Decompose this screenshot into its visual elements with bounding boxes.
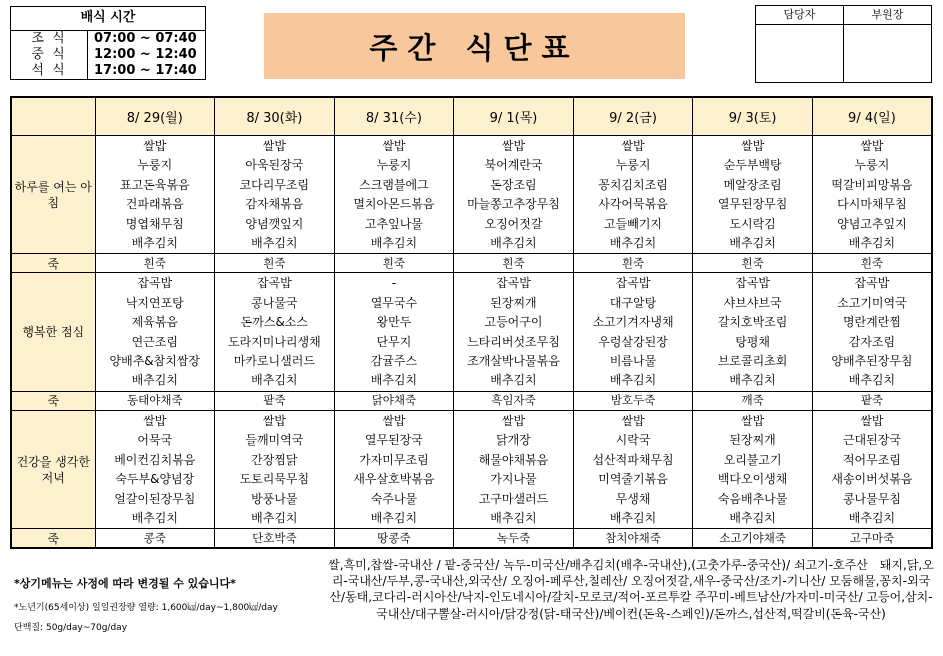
menu-item: 잡곡밥	[615, 276, 651, 291]
menu-item: 간장찜닭	[251, 452, 298, 467]
day-header-row	[11, 97, 932, 136]
dinner-menu-cell	[95, 410, 215, 528]
menu-item: 비름나물	[609, 354, 657, 369]
day-header: 8/ 30(화)	[215, 97, 335, 136]
menu-item: -	[391, 276, 397, 291]
menu-item: 소고기겨자냉채	[592, 315, 674, 330]
menu-item: 근대된장국	[842, 433, 901, 448]
porridge-cell: 흰죽	[454, 254, 574, 273]
dinner-menu-cell	[215, 410, 335, 528]
lunch-porridge-row	[11, 391, 932, 410]
energy-recommendation: *노년기(65세이상) 일일권장량 열량: 1,600㎉/day~1,800㎉/day	[14, 603, 278, 613]
menu-item: 사각어묵볶음	[598, 197, 668, 212]
porridge-cell: 흰죽	[215, 254, 335, 273]
page-title: 주간 식단표	[264, 13, 685, 79]
menu-item: 새우살호박볶음	[353, 472, 435, 487]
menu-item: 명란계란찜	[842, 315, 901, 330]
menu-item: 누룽지	[854, 158, 890, 173]
porridge-cell: 흰죽	[573, 254, 693, 273]
menu-item: 열무된장국	[364, 433, 423, 448]
menu-item: 닭개장	[496, 433, 531, 448]
menu-item: 순두부백탕	[723, 158, 782, 173]
menu-item: 된장찌개	[729, 433, 776, 448]
menu-item: 돈까스&소스	[240, 315, 308, 330]
lunch-label: 행복한 점심	[11, 273, 95, 391]
porridge-cell: 밤호두죽	[573, 391, 693, 410]
porridge-label: 죽	[11, 391, 95, 410]
menu-item: 열무국수	[370, 295, 418, 310]
menu-item: 배추김치	[251, 236, 298, 251]
breakfast-label: 하루를 여는 아침	[11, 136, 95, 254]
day-header: 9/ 1(목)	[454, 97, 574, 136]
menu-item: 방풍나물	[251, 491, 298, 506]
menu-item: 꽁치김치조림	[598, 177, 668, 192]
lunch-menu-cell	[334, 273, 454, 391]
approval-vice-director-column	[843, 6, 931, 82]
menu-item: 무생채	[615, 491, 651, 506]
menu-item: 잡곡밥	[735, 276, 770, 291]
porridge-cell: 흰죽	[334, 254, 454, 273]
porridge-cell: 땅콩죽	[334, 529, 454, 549]
menu-item: 가자미무조림	[359, 452, 429, 467]
menu-item: 백다오이생채	[717, 472, 788, 487]
menu-item: 미역줄기볶음	[598, 472, 668, 487]
dinner-menu-cell	[693, 410, 813, 528]
meal-time-value: 07:00 ~ 07:40	[94, 31, 197, 46]
menu-item: 낙지연포탕	[125, 295, 184, 310]
menu-item: 쌀밥	[741, 139, 765, 153]
menu-item: 배추김치	[848, 510, 896, 525]
lunch-menu-cell	[812, 273, 932, 391]
menu-item: 떡갈비피망볶음	[831, 177, 913, 192]
menu-item: 멸치아몬드볶음	[353, 197, 435, 212]
approval-manager-label: 담당자	[756, 6, 843, 25]
dinner-menu-cell	[454, 410, 574, 528]
menu-item: 탕평채	[735, 334, 770, 349]
menu-item: 섭산적파채무침	[592, 452, 674, 467]
menu-item: 코다리무조림	[239, 177, 310, 192]
menu-item: 숙주나물	[370, 491, 418, 506]
menu-item: 배추김치	[490, 236, 537, 251]
menu-change-notice: *상기메뉴는 사정에 따라 변경될 수 있습니다*	[14, 577, 236, 590]
menu-item: 도시락김	[729, 216, 776, 231]
dinner-porridge-row	[11, 529, 932, 549]
menu-item: 제육볶음	[131, 315, 178, 330]
menu-item: 적어무조림	[842, 452, 901, 467]
menu-item: 브로콜리초회	[717, 354, 788, 369]
menu-item: 아욱된장국	[245, 158, 304, 173]
menu-item: 배추김치	[729, 236, 776, 251]
breakfast-menu-cell	[812, 136, 932, 254]
menu-item: 배추김치	[848, 373, 896, 388]
menu-item: 마카로니샐러드	[233, 354, 315, 369]
menu-item: 쌀밥	[382, 413, 406, 428]
menu-item: 북어계란국	[484, 158, 543, 173]
porridge-label: 죽	[11, 254, 95, 273]
menu-item: 배추김치	[490, 373, 537, 388]
menu-item: 갈치호박조림	[717, 315, 788, 330]
porridge-cell: 고구마죽	[812, 529, 932, 549]
weekly-menu-table	[10, 96, 933, 549]
menu-item: 쌀밥	[262, 139, 286, 153]
lunch-row	[11, 273, 932, 391]
menu-item: 배추김치	[609, 373, 657, 388]
menu-item: 숙두부&양념장	[115, 472, 195, 487]
breakfast-menu-cell	[334, 136, 454, 254]
menu-item: 시락국	[615, 433, 651, 448]
meal-time-label: 조 식	[11, 31, 88, 47]
menu-item: 얼갈이된장무침	[114, 491, 196, 506]
menu-item: 쌀밥	[621, 139, 645, 153]
menu-item: 숙음배추나물	[717, 491, 788, 506]
menu-item: 쌀밥	[501, 139, 526, 153]
breakfast-porridge-row	[11, 254, 932, 273]
dinner-menu-cell	[334, 410, 454, 528]
meal-time-value: 17:00 ~ 17:40	[94, 63, 197, 78]
porridge-cell: 동태야채죽	[95, 391, 215, 410]
menu-item: 잡곡밥	[137, 276, 173, 291]
menu-item: 조개살박나물볶음	[467, 354, 560, 369]
menu-item: 잡곡밥	[256, 276, 292, 291]
menu-item: 누룽지	[376, 158, 412, 173]
lunch-menu-cell	[693, 273, 813, 391]
day-header: 8/ 29(월)	[95, 97, 215, 136]
menu-item: 콩나물국	[251, 295, 298, 310]
porridge-cell: 팥죽	[812, 391, 932, 410]
menu-item: 감귤주스	[370, 354, 418, 369]
corner-cell	[11, 97, 95, 136]
breakfast-menu-cell	[573, 136, 693, 254]
dinner-label: 건강을 생각한 저녁	[11, 410, 95, 528]
menu-item: 열무된장무침	[717, 197, 788, 212]
menu-item: 도라지미나리생채	[227, 334, 321, 349]
menu-item: 양배추된장무침	[831, 354, 913, 369]
porridge-cell: 깨죽	[693, 391, 813, 410]
porridge-cell: 콩죽	[95, 529, 215, 549]
menu-item: 배추김치	[490, 510, 537, 525]
breakfast-row	[11, 136, 932, 254]
menu-item: 쌀밥	[860, 139, 884, 153]
meal-time-box	[10, 6, 206, 80]
day-header: 9/ 4(일)	[812, 97, 932, 136]
origin-of-ingredients: 쌀,흑미,찹쌀-국내산 / 팥-중국산/ 녹두-미국산/배추김치(배추-국내산),(고춧가루-중국산)/ 쇠고기-호주산 돼지,닭,오리-국내산/두부,콩-국내산,외국산/ 오징어-페루산,칠레산/ 오징어젓갈,새우-중국산/조기-기니산/ 모둠해물,꽁치-외국산/동태,코다리-러시아산/낙지-인도네시아/갈치-모로코/적어-포르투칼 주꾸미-베트남산/가자미-미국산/ 고등어,삼치-국내산/대구뽈살-러시아/닭강정(닭-태국산)/베이컨(돈육-스페인)/돈까스,섭산적,떡갈비(돈육-국산)	[328, 558, 934, 621]
menu-item: 명엽채무침	[125, 216, 184, 231]
menu-item: 느타리버섯조무침	[467, 334, 560, 349]
menu-item: 왕만두	[376, 315, 412, 330]
lunch-menu-cell	[573, 273, 693, 391]
porridge-cell: 흰죽	[95, 254, 215, 273]
meal-time-label: 석 식	[11, 63, 88, 79]
menu-item: 쌀밥	[501, 413, 526, 428]
menu-item: 도토리묵무침	[239, 472, 310, 487]
breakfast-menu-cell	[693, 136, 813, 254]
menu-item: 양배추&참치쌈장	[109, 354, 201, 369]
menu-item: 해물야채볶음	[478, 452, 549, 467]
breakfast-menu-cell	[95, 136, 215, 254]
porridge-cell: 단호박죽	[215, 529, 335, 549]
porridge-cell: 참치야채죽	[573, 529, 693, 549]
day-header: 9/ 3(토)	[693, 97, 813, 136]
menu-item: 쌀밥	[143, 413, 167, 428]
meal-time-title: 배식 시간	[11, 7, 205, 31]
menu-item: 쌀밥	[262, 413, 286, 428]
menu-item: 감자채볶음	[245, 197, 304, 212]
dinner-row	[11, 410, 932, 528]
menu-item: 단무지	[376, 334, 412, 349]
menu-item: 잡곡밥	[854, 276, 890, 291]
menu-item: 스크램블에그	[359, 177, 429, 192]
menu-item: 배추김치	[729, 510, 776, 525]
menu-item: 메알장조림	[723, 177, 782, 192]
porridge-cell: 팥죽	[215, 391, 335, 410]
menu-item: 돈장조림	[490, 177, 537, 192]
meal-time-row-breakfast	[11, 31, 205, 47]
menu-item: 배추김치	[370, 236, 418, 251]
menu-item: 우렁살강된장	[598, 334, 668, 349]
day-header: 9/ 2(금)	[573, 97, 693, 136]
menu-item: 고추잎나물	[364, 216, 423, 231]
menu-item: 대구알탕	[609, 295, 657, 310]
porridge-cell: 흰죽	[693, 254, 813, 273]
approval-vice-director-label: 부원장	[844, 6, 931, 25]
menu-item: 고들빼기지	[604, 216, 663, 231]
menu-item: 연근조림	[131, 334, 178, 349]
menu-item: 양념깻잎지	[245, 216, 304, 231]
approval-manager-column	[756, 6, 843, 82]
meal-time-label: 중 식	[11, 47, 88, 63]
menu-item: 배추김치	[131, 510, 178, 525]
menu-item: 다시마채무침	[837, 197, 907, 212]
menu-item: 소고기미역국	[837, 295, 907, 310]
menu-item: 배추김치	[251, 373, 298, 388]
menu-item: 배추김치	[131, 236, 178, 251]
menu-item: 마늘쫑고추장무침	[467, 197, 560, 212]
menu-item: 건파래볶음	[125, 197, 184, 212]
breakfast-menu-cell	[454, 136, 574, 254]
menu-item: 가지나물	[490, 472, 537, 487]
menu-item: 오징어젓갈	[484, 216, 543, 231]
menu-item: 쌀밥	[382, 139, 406, 153]
menu-item: 누룽지	[137, 158, 173, 173]
menu-item: 배추김치	[609, 510, 657, 525]
porridge-cell: 흑임자죽	[454, 391, 574, 410]
menu-item: 들깨미역국	[245, 433, 304, 448]
lunch-menu-cell	[215, 273, 335, 391]
meal-time-value: 12:00 ~ 12:40	[94, 47, 197, 62]
menu-item: 배추김치	[251, 510, 298, 525]
menu-item: 콩나물무침	[842, 491, 901, 506]
lunch-menu-cell	[95, 273, 215, 391]
menu-item: 배추김치	[370, 510, 418, 525]
meal-time-row-lunch	[11, 47, 205, 63]
protein-recommendation: 단백질: 50g/day~70g/day	[14, 623, 128, 633]
lunch-menu-cell	[454, 273, 574, 391]
approval-box	[755, 5, 932, 83]
menu-item: 쌀밥	[143, 139, 167, 153]
menu-item: 오리불고기	[723, 452, 782, 467]
menu-item: 배추김치	[609, 236, 657, 251]
breakfast-menu-cell	[215, 136, 335, 254]
menu-item: 배추김치	[729, 373, 776, 388]
dinner-menu-cell	[812, 410, 932, 528]
menu-item: 새송이버섯볶음	[831, 472, 913, 487]
menu-item: 어묵국	[137, 433, 173, 448]
menu-item: 누룽지	[615, 158, 651, 173]
menu-item: 감자조림	[848, 334, 896, 349]
menu-item: 고구마샐러드	[478, 491, 549, 506]
porridge-cell: 녹두죽	[454, 529, 574, 549]
menu-item: 표고돈육볶음	[120, 177, 190, 192]
menu-item: 쌀밥	[741, 413, 765, 428]
porridge-cell: 흰죽	[812, 254, 932, 273]
menu-item: 잡곡밥	[496, 276, 531, 291]
menu-item: 된장찌개	[490, 295, 537, 310]
porridge-label: 죽	[11, 529, 95, 549]
menu-item: 쌀밥	[621, 413, 645, 428]
menu-item: 베이컨김치볶음	[114, 452, 196, 467]
porridge-cell: 닭야채죽	[334, 391, 454, 410]
menu-item: 배추김치	[131, 373, 178, 388]
menu-item: 배추김치	[848, 236, 896, 251]
menu-item: 배추김치	[370, 373, 418, 388]
menu-item: 샤브샤브국	[723, 295, 782, 310]
dinner-menu-cell	[573, 410, 693, 528]
day-header: 8/ 31(수)	[334, 97, 454, 136]
menu-item: 고등어구이	[484, 315, 543, 330]
meal-time-row-dinner	[11, 63, 205, 79]
menu-item: 양념고추잎지	[837, 216, 907, 231]
porridge-cell: 소고기야채죽	[693, 529, 813, 549]
notes-block	[14, 575, 314, 633]
menu-item: 쌀밥	[860, 413, 884, 428]
